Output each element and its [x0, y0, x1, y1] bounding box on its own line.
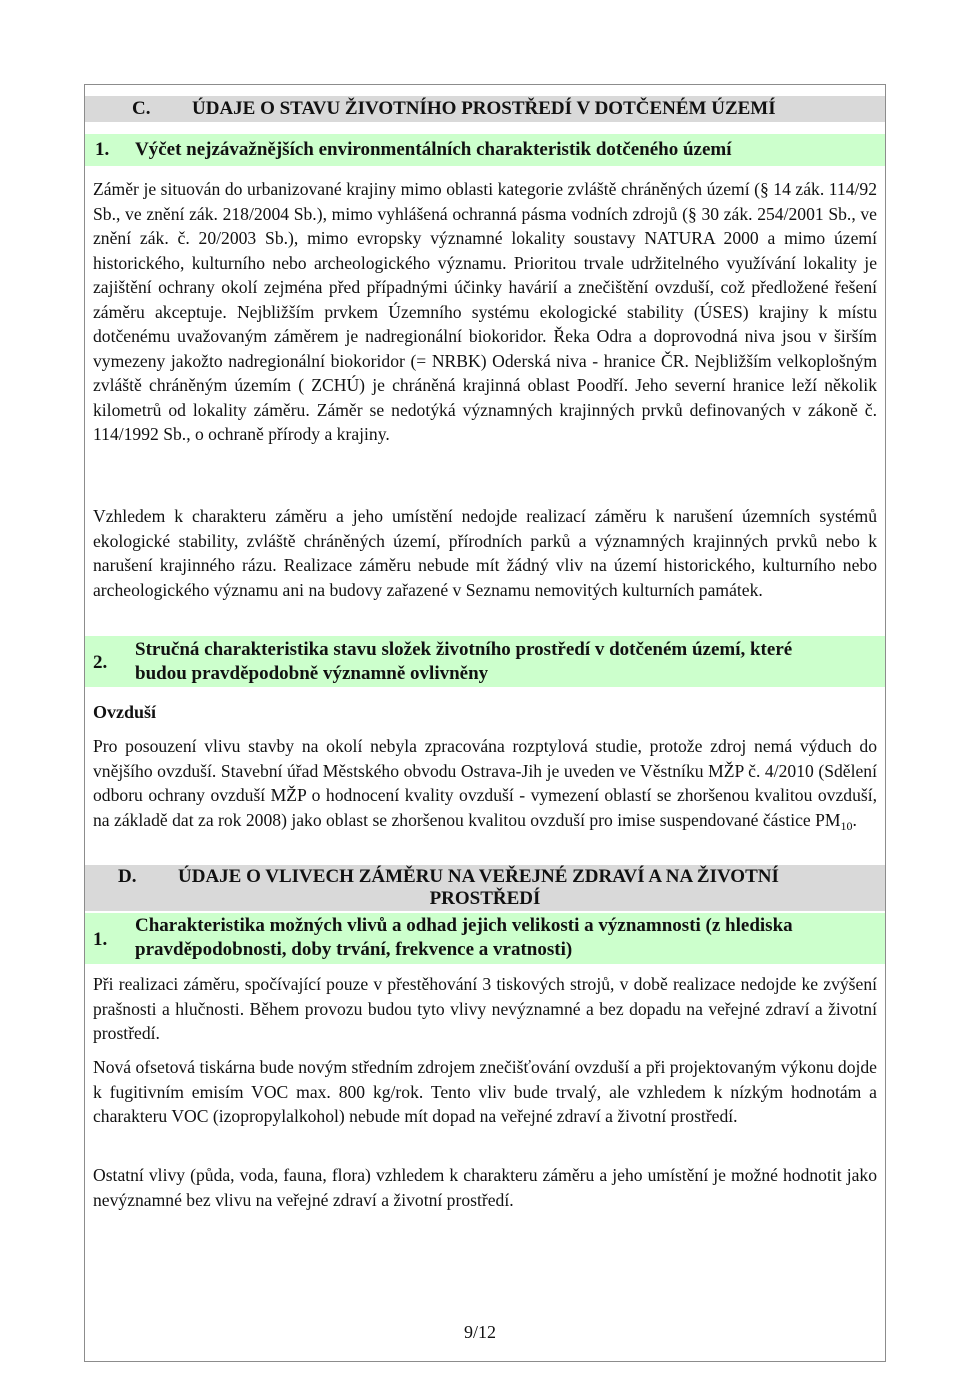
item-c2-header	[85, 636, 885, 687]
section-c-header	[85, 96, 885, 122]
item-c2-number: 2.	[93, 652, 108, 673]
item-d1-header	[85, 913, 885, 964]
item-c1-header	[85, 134, 885, 166]
item-d1-title-line2: pravděpodobnosti, doby trvání, frekvence a vratnosti)	[135, 939, 573, 960]
item-c1-number: 1.	[95, 139, 110, 160]
item-c2-title-line1: Stručná charakteristika stavu složek životního prostředí v dotčeném území, které	[135, 639, 793, 660]
page-number: 9/12	[463, 1322, 496, 1342]
section-c-title: ÚDAJE O STAVU ŽIVOTNÍHO PROSTŘEDÍ V DOTČENÉM ÚZEMÍ	[192, 98, 776, 119]
section-d-letter: D.	[118, 866, 137, 887]
paragraph-ovzdusi-end: .	[852, 809, 857, 830]
item-c2-title-line2: budou pravděpodobně významně ovlivněny	[135, 663, 489, 684]
section-c-letter: C.	[132, 98, 151, 119]
paragraph-vzhledem: Vzhledem k charakteru záměru a jeho umístění nedojde realizací záměru k narušení územních systémů ekologické stability, zvláště chráněných území, přírodních parků a významných krajinných prvků nebo k narušení krajinného rázu. Realizace záměru nebude mít žádný vliv na území historického, kulturního nebo archeologického významu ani na budovy zařazené v Seznamu nemovitých kulturních památek.	[93, 506, 877, 600]
paragraph-ostatni: Ostatní vlivy (půda, voda, fauna, flora) vzhledem k charakteru záměru a jeho umístění je možné hodnotit jako nevýznamné bez vlivu na veřejné zdraví a životní prostředí.	[93, 1165, 877, 1210]
item-d1-title-line1: Charakteristika možných vlivů a odhad jejich velikosti a významnosti (z hlediska	[135, 915, 793, 936]
paragraph-ovzdusi	[93, 734, 877, 838]
paragraph-tiskarna: Nová ofsetová tiskárna bude novým středním zdrojem znečišťování ovzduší a při projektovaným výkonu dojde k fugitivním emisím VOC max. 800 kg/rok. Tento vliv bude trvalý, ale vzhledem k nízkým hodnotám a charakteru VOC (izopropylalkohol) nebude mít dopad na veřejné zdraví a životní prostředí.	[93, 1057, 877, 1126]
section-d-title-line1: ÚDAJE O VLIVECH ZÁMĚRU NA VEŘEJNÉ ZDRAVÍ A NA ŽIVOTNÍ	[178, 866, 779, 887]
paragraph-realizace: Při realizaci záměru, spočívající pouze v přestěhování 3 tiskových strojů, v době realizace nedojde ke zvýšení prašnosti a hlučnosti. Během provozu budou tyto vlivy nevýznamné a bez dopadu na veřejné zdraví a životní prostředí.	[93, 974, 877, 1043]
pm-subscript: 10	[840, 818, 853, 833]
paragraph-zamer: Záměr je situován do urbanizované krajiny mimo oblasti kategorie zvláště chráněných území (§ 14 zák. 114/92 Sb., ve znění zák. 218/2004 Sb.), mimo vyhlášená ochranná pásma vodních zdrojů (§ 30 zák. 254/2001 Sb., ve znění zák. č. 20/2003 Sb.), mimo evropsky významné lokality soustavy NATURA 2000 a mimo území historického, kulturního nebo archeologického významu. Prioritou trvale udržitelného využívání lokality je zajištění ochrany okolí zejména před případnými účinky havárií a znečištění ovzduší, což předložené řešení záměru akceptuje. Nejbližším prvkem Územního systému ekologické stability (ÚSES) krajiny k místu dotčenému uvažovaným záměrem je nadregionální biokoridor. Řeka Odra a doprovodná niva jsou v širším vymezeny jakožto nadregionální biokoridor (= NRBK) Oderská niva - hranice ČR. Nejbližším velkoplošným zvláště chráněným územím ( ZCHÚ) je chráněná krajinná oblast Poodří. Jeho severní hranice leží několik kilometrů od lokality záměru. Záměr se nedotýká významných krajinných prvků definovaných v zákoně č. 114/1992 Sb., o ochraně přírody a krajiny.	[93, 179, 877, 444]
section-d-header	[85, 865, 885, 911]
section-d-title-line2: PROSTŘEDÍ	[429, 888, 541, 909]
item-d1-number: 1.	[93, 929, 108, 950]
ovzdusi-heading: Ovzduší	[93, 702, 157, 722]
paragraph-ovzdusi-text: Pro posouzení vlivu stavby na okolí nebyla zpracována rozptylová studie, protože zdroj nemá výduch do vnějšího ovzduší. Stavební úřad Městského obvodu Ostrava-Jih je uveden ve Věstníku MŽP č. 4/2010 (Sdělení odboru ochrany ovzduší MŽP o hodnocení kvality ovzduší - vymezení oblastí se zhoršenou kvalitou ovzduší, na základě dat za rok 2008) jako oblast se zhoršenou kvalitou ovzduší pro imise suspendované částice PM	[93, 736, 877, 830]
item-c1-title: Výčet nejzávažnějších environmentálních charakteristik dotčeného území	[135, 139, 732, 160]
